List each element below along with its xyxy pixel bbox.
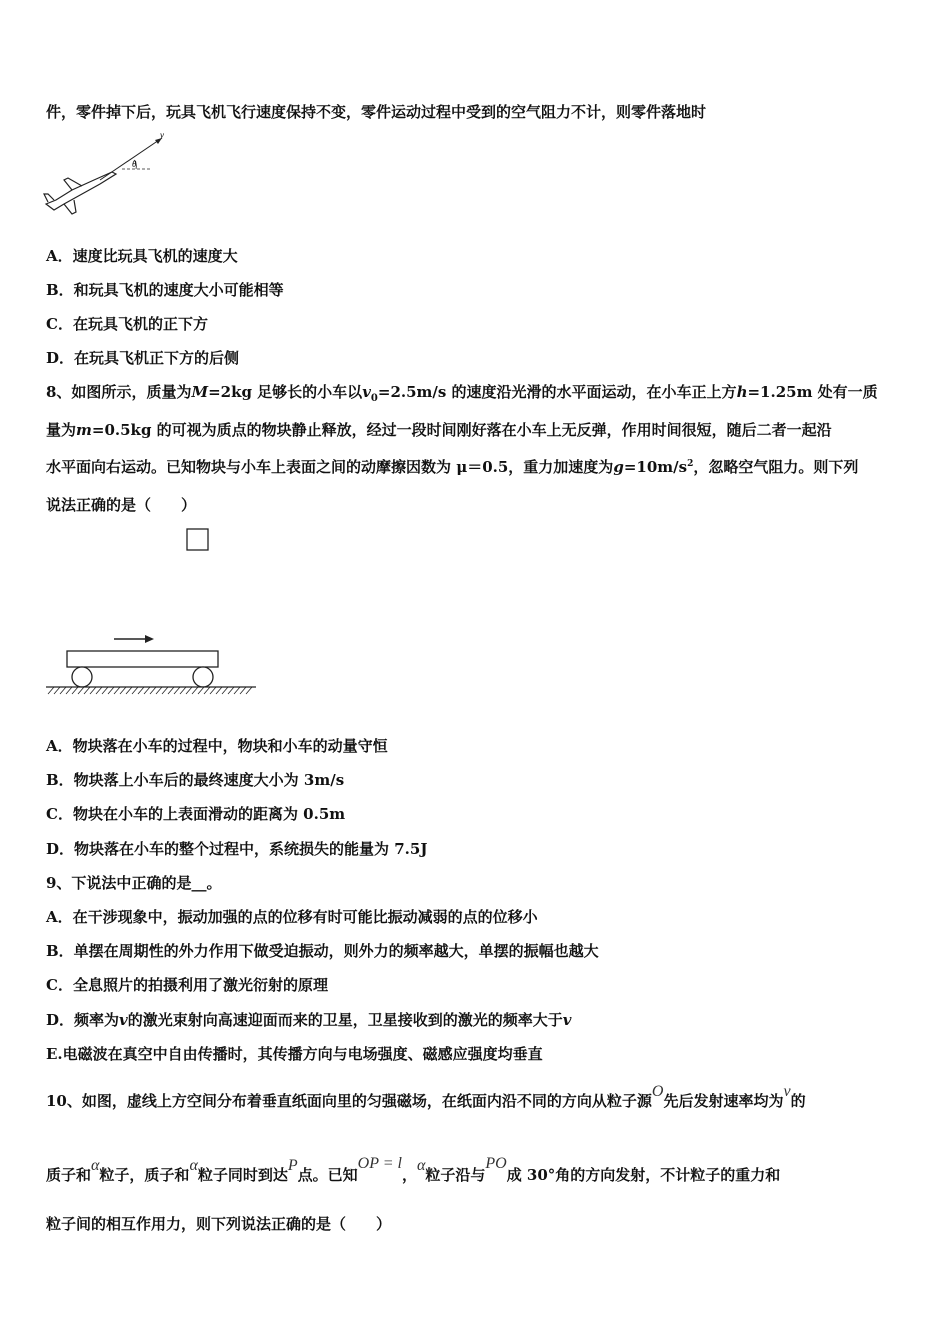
cart-wheel-left bbox=[72, 667, 92, 687]
q9-option-b: B．单摆在周期性的外力作用下做受迫振动，则外力的频率越大，单摆的振幅也越大 bbox=[46, 942, 599, 960]
q10-stem-line-3: 粒子间的相互作用力，则下列说法正确的是（ ） bbox=[46, 1215, 392, 1233]
symbol-PO: PO bbox=[485, 1155, 507, 1172]
q8-stem-line-1: 8、如图所示，质量为M=2kg 足够长的小车以$v_0=2.5m/s$ 的速度沿光滑的水平面运动，在小车正上方h=1.25m 处有一质 bbox=[46, 383, 878, 404]
q8-option-a: A．物块落在小车的过程中，物块和小车的动量守恒 bbox=[46, 737, 388, 755]
symbol-alpha-2: α bbox=[189, 1157, 198, 1174]
block-icon bbox=[187, 529, 208, 550]
q9-stem: 9、下说法中正确的是__。 bbox=[46, 874, 222, 892]
q7-stem-tail: 件，零件掉下后，玩具飞机飞行速度保持不变，零件运动过程中受到的空气阻力不计，则零件落地时 bbox=[46, 103, 707, 121]
q7-option-d: D．在玩具飞机正下方的后侧 bbox=[46, 349, 240, 367]
q8-stem-line-2: 量为m=0.5kg 的可视为质点的物块静止释放，经过一段时间刚好落在小车上无反弹，作用时间很短，随后二者一起沿 bbox=[46, 421, 832, 439]
q8-stem-line-4: 说法正确的是（ ） bbox=[46, 496, 197, 514]
velocity-label: v bbox=[160, 130, 164, 140]
q8-option-d: D．物块落在小车的整个过程中，系统损失的能量为 7.5J bbox=[46, 840, 428, 858]
q8-stem-line-3: 水平面向右运动。已知物块与小车上表面之间的动摩擦因数为 μ＝0.5，重力加速度为$g=10m/s^2$，忽略空气阻力。则下列 bbox=[46, 458, 859, 476]
q10-stem-line-2: 质子和α粒子，质子和α粒子同时到达P点。已知OP = l，α粒子沿与PO成 30°角的方向发射，不计粒子的重力和 bbox=[46, 1155, 781, 1184]
q7-option-b: B．和玩具飞机的速度大小可能相等 bbox=[46, 281, 284, 299]
q10-stem-line-1: 10、如图，虚线上方空间分布着垂直纸面向里的匀强磁场，在纸面内沿不同的方向从粒子源O先后发射速率均为v的 bbox=[46, 1083, 806, 1110]
cart-wheel-right bbox=[193, 667, 213, 687]
symbol-v: v bbox=[783, 1083, 791, 1100]
cart-body bbox=[67, 651, 218, 667]
q9-option-a: A．在干涉现象中，振动加强的点的位移有时可能比振动减弱的点的位移小 bbox=[46, 908, 538, 926]
equation-OP: OP = l bbox=[357, 1155, 402, 1172]
motion-arrowhead bbox=[145, 635, 154, 643]
velocity-arrow bbox=[100, 138, 162, 180]
symbol-alpha-3: α bbox=[416, 1157, 426, 1174]
toy-plane-icon bbox=[44, 172, 116, 214]
symbol-alpha-1: α bbox=[91, 1157, 100, 1174]
theta-label: θ bbox=[132, 159, 137, 169]
symbol-P: P bbox=[287, 1157, 298, 1174]
q8-option-c: C．物块在小车的上表面滑动的距离为 0.5m bbox=[46, 805, 346, 823]
symbol-O: O bbox=[651, 1083, 664, 1100]
toy-plane-figure bbox=[42, 128, 172, 218]
q9-option-d: D．频率为v的激光束射向高速迎面而来的卫星，卫星接收到的激光的频率大于v bbox=[46, 1011, 572, 1029]
q7-option-a: A．速度比玩具飞机的速度大 bbox=[46, 247, 238, 265]
q9-option-c: C．全息照片的拍摄利用了激光衍射的原理 bbox=[46, 976, 328, 994]
ground-hatching bbox=[48, 687, 252, 694]
q9-option-e: E.电磁波在真空中自由传播时，其传播方向与电场强度、磁感应强度均垂直 bbox=[46, 1045, 543, 1063]
q7-option-c: C．在玩具飞机的正下方 bbox=[46, 315, 208, 333]
cart-figure bbox=[44, 526, 260, 702]
q8-option-b: B．物块落上小车后的最终速度大小为 3m/s bbox=[46, 771, 345, 789]
